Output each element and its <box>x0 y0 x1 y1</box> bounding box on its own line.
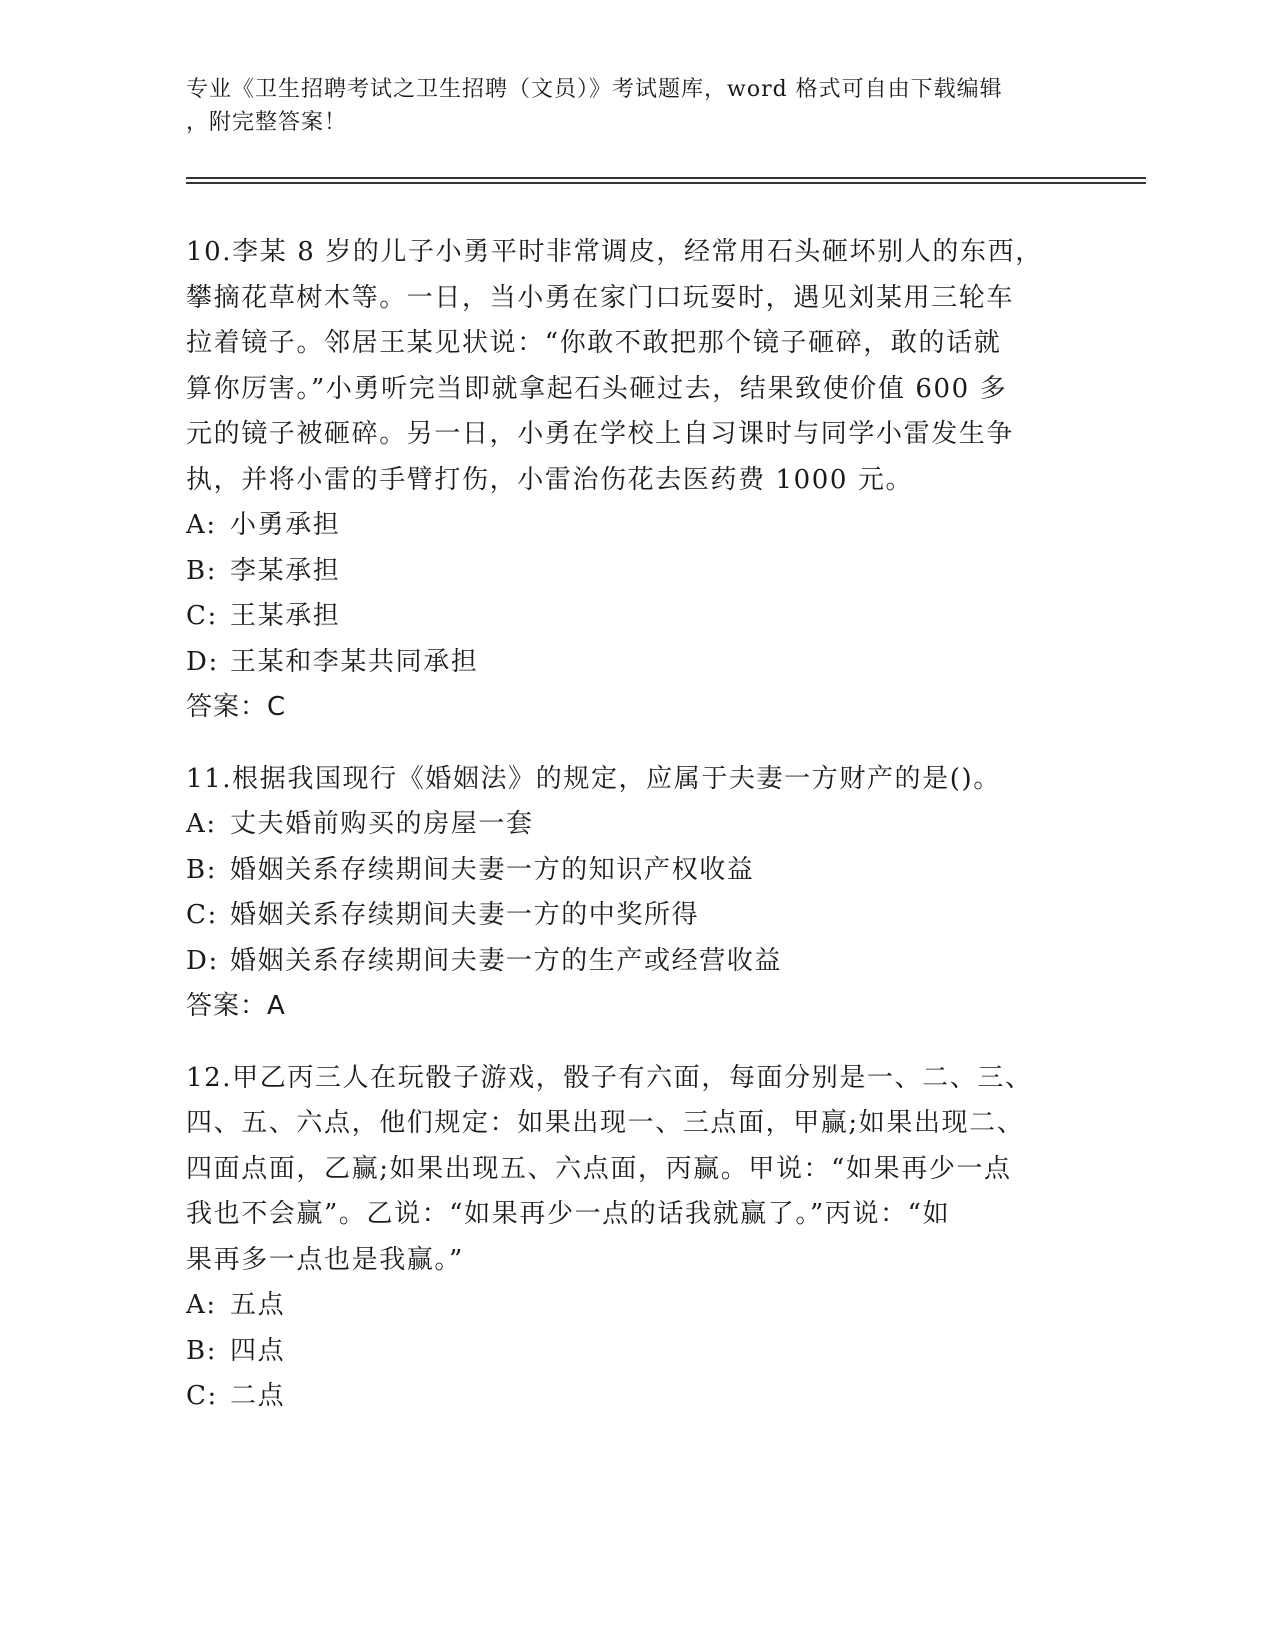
option-a <box>186 802 1066 848</box>
option-c <box>186 1374 1066 1420</box>
option-c <box>186 594 1066 640</box>
option-text: 婚姻关系存续期间夫妻一方的中奖所得 <box>230 900 700 930</box>
option-letter: C: <box>186 1381 218 1411</box>
option-letter: C: <box>186 900 218 930</box>
option-text: 丈夫婚前购买的房屋一套 <box>230 809 534 839</box>
option-c <box>186 893 1066 939</box>
question-stem-line: 执，并将小雷的手臂打伤，小雷治伤花去医药费 1000 元。 <box>186 464 914 495</box>
option-text: 王某承担 <box>230 601 341 631</box>
question-list <box>186 230 1066 1446</box>
option-letter: A: <box>186 510 217 540</box>
option-text: 二点 <box>230 1381 286 1411</box>
question-stem-line: 12.甲乙丙三人在玩骰子游戏，骰子有六面，每面分别是一、二、三、 <box>186 1062 1033 1093</box>
option-text: 李某承担 <box>230 555 341 586</box>
question-11 <box>186 757 1066 1030</box>
header-divider-bottom <box>186 182 1146 184</box>
option-letter: B: <box>186 555 218 586</box>
option-letter: D: <box>186 945 219 976</box>
question-12 <box>186 1056 1066 1420</box>
question-stem-line: 11.根据我国现行《婚姻法》的规定，应属于夫妻一方财产的是()。 <box>186 763 1001 794</box>
question-stem-line: 四、五、六点，他们规定：如果出现一、三点面，甲赢;如果出现二、 <box>186 1108 1025 1138</box>
option-text: 小勇承担 <box>230 510 341 540</box>
question-stem-line: 算你厉害。”小勇听完当即就拿起石头砸过去，结果致使价值 600 多 <box>186 373 1008 404</box>
option-b <box>186 848 1066 894</box>
option-letter: C: <box>186 601 218 631</box>
header-line-2: ，附完整答案！ <box>186 110 348 135</box>
option-letter: A: <box>186 1290 217 1320</box>
question-stem-line: 四面点面，乙赢;如果出现五、六点面，丙赢。甲说：“如果再少一点 <box>186 1153 1012 1184</box>
header-line-1: 专业《卫生招聘考试之卫生招聘（文员）》考试题库，word 格式可自由下载编辑 <box>186 77 1003 102</box>
option-letter: B: <box>186 854 218 885</box>
option-text: 四点 <box>230 1335 286 1366</box>
option-a <box>186 1283 1066 1329</box>
option-b <box>186 549 1066 595</box>
answer-label: 答案：A <box>186 991 286 1021</box>
question-stem-line: 拉着镜子。邻居王某见状说：“你敢不敢把那个镜子砸碎，敢的话就 <box>186 328 1002 358</box>
option-d <box>186 939 1066 985</box>
question-stem-line: 元的镜子被砸碎。另一日，小勇在学校上自习课时与同学小雷发生争 <box>186 419 1015 449</box>
option-letter: A: <box>186 809 217 839</box>
option-b <box>186 1329 1066 1375</box>
option-letter: B: <box>186 1335 218 1366</box>
option-a <box>186 503 1066 549</box>
document-header <box>186 73 1066 139</box>
option-text: 婚姻关系存续期间夫妻一方的生产或经营收益 <box>230 945 783 976</box>
option-d <box>186 640 1066 686</box>
answer-label: 答案：C <box>186 692 287 722</box>
question-stem-line: 我也不会赢”。乙说：“如果再少一点的话我就赢了。”丙说：“如 <box>186 1199 951 1229</box>
option-text: 五点 <box>230 1290 286 1320</box>
question-stem-line: 10.李某 8 岁的儿子小勇平时非常调皮，经常用石头砸坏别人的东西， <box>186 237 1043 267</box>
option-letter: D: <box>186 646 219 677</box>
question-10 <box>186 230 1066 731</box>
question-stem-line: 攀摘花草树木等。一日，当小勇在家门口玩耍时，遇见刘某用三轮车 <box>186 282 1015 313</box>
option-text: 王某和李某共同承担 <box>230 646 479 677</box>
question-stem-line: 果再多一点也是我赢。” <box>186 1244 464 1275</box>
option-text: 婚姻关系存续期间夫妻一方的知识产权收益 <box>230 854 755 885</box>
header-divider-top <box>186 177 1146 179</box>
